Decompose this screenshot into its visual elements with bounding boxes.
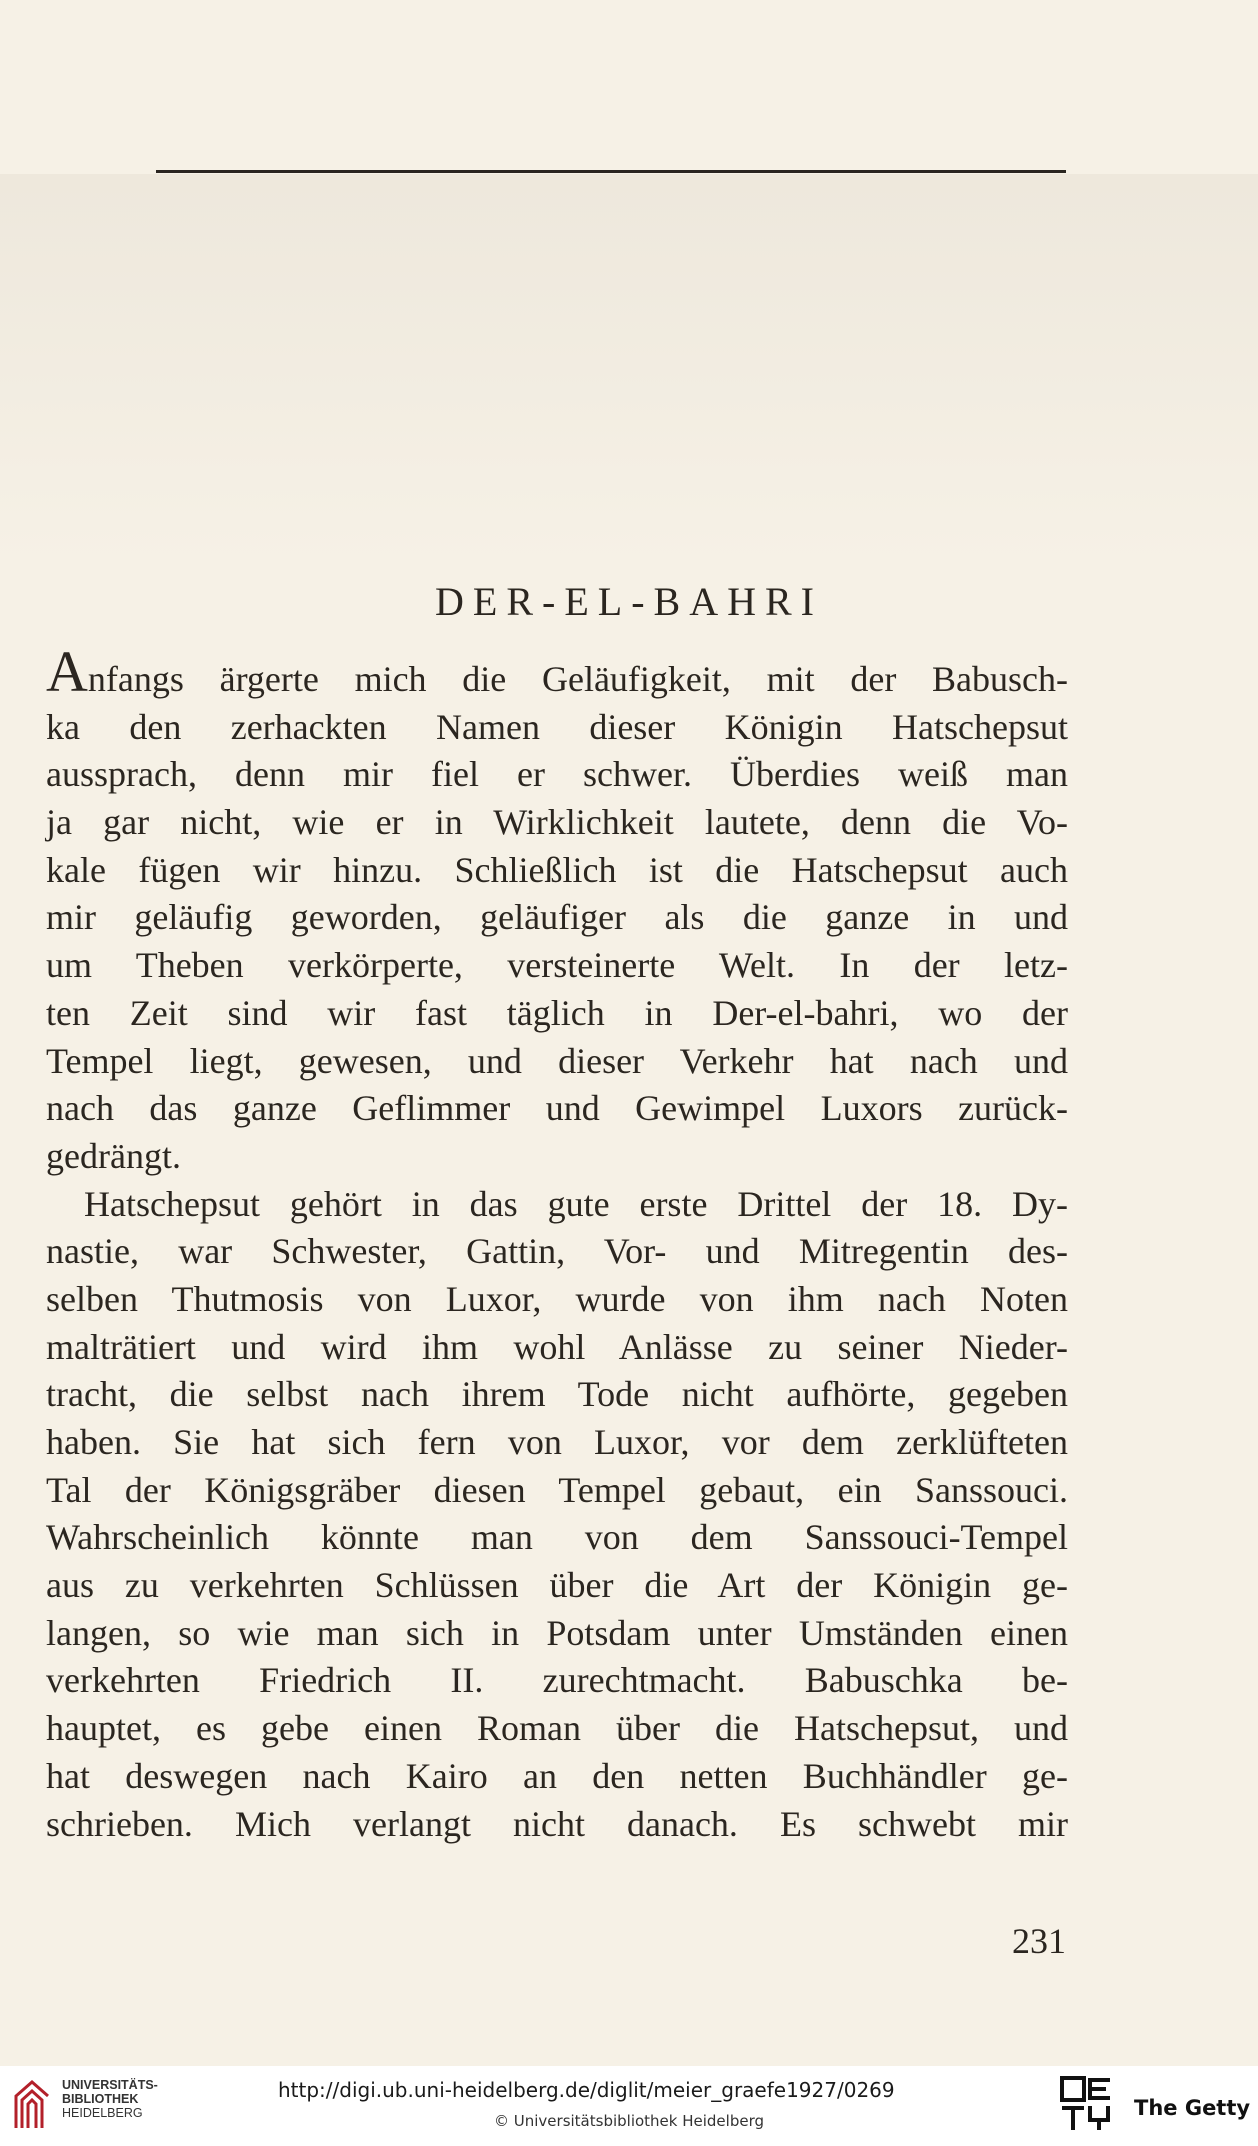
text-line: haben. Sie hat sich fern von Luxor, vor dem zerklüfteten — [46, 1422, 1068, 1462]
text-line: gedrängt. — [46, 1135, 181, 1176]
copyright-notice: © Universitätsbibliothek Heidelberg — [494, 2112, 765, 2130]
footer-bar — [0, 2066, 1258, 2146]
text-line: tracht, die selbst nach ihrem Tode nicht aufhörte, gegeben — [46, 1374, 1068, 1415]
text-line: nach das ganze Geflimmer und Gewimpel Luxors zurück- — [46, 1088, 1068, 1129]
text-line: aussprach, denn mir fiel er schwer. Überdies weiß man — [46, 754, 1068, 795]
source-url-link[interactable]: http://digi.ub.uni-heidelberg.de/diglit/meier_graefe1927/0269 — [278, 2078, 895, 2102]
university-library-logo-icon — [12, 2076, 52, 2132]
text-line: schrieben. Mich verlangt nicht danach. Es schwebt mir — [46, 1803, 1068, 1844]
page-number: 231 — [1012, 1921, 1066, 1961]
text-line: verkehrten Friedrich II. zurechtmacht. Babuschka be- — [46, 1660, 1068, 1701]
text-line: ja gar nicht, wie er in Wirklichkeit lautete, denn die Vo- — [46, 802, 1068, 843]
getty-logo-icon — [1058, 2074, 1114, 2136]
show-through-background — [0, 174, 1258, 564]
chapter-heading: DER-EL-BAHRI — [435, 579, 823, 624]
text-line: Wahrscheinlich könnte man von dem Sanssouci-Tempel — [46, 1517, 1068, 1558]
text-line: ten Zeit sind wir fast täglich in Der-el-bahri, wo der — [46, 992, 1068, 1033]
getty-name: The Getty — [1134, 2096, 1251, 2120]
text-line: kale fügen wir hinzu. Schließlich ist die Hatschepsut auch — [46, 849, 1068, 890]
text-line-1: Anfangs ärgerte mich die Geläufigkeit, mit der Babusch- — [46, 639, 1068, 704]
text-line: um Theben verkörperte, versteinerte Welt. In der letz- — [46, 945, 1068, 986]
university-library-name: UNIVERSITÄTS- BIBLIOTHEK HEIDELBERG — [62, 2078, 158, 2120]
text-line: langen, so wie man sich in Potsdam unter Umständen einen — [46, 1612, 1068, 1653]
text-line: aus zu verkehrten Schlüssen über die Art der Königin ge- — [46, 1565, 1068, 1606]
text-line: mir geläufig geworden, geläufiger als die ganze in und — [46, 897, 1068, 938]
text-line: nastie, war Schwester, Gattin, Vor- und Mitregentin des- — [46, 1231, 1068, 1272]
text-line: hat deswegen nach Kairo an den netten Buchhändler ge- — [46, 1755, 1068, 1796]
body-text — [46, 639, 1068, 1848]
text-line: ka den zerhackten Namen dieser Königin Hatschepsut — [46, 706, 1068, 747]
text-line: selben Thutmosis von Luxor, wurde von ihm nach Noten — [46, 1278, 1068, 1319]
drop-cap: A — [46, 639, 88, 704]
text-line: Tempel liegt, gewesen, und dieser Verkehr hat nach und — [46, 1040, 1068, 1081]
header-rule — [156, 170, 1066, 173]
text-line: Tal der Königsgräber diesen Tempel gebaut, ein Sanssouci. — [46, 1469, 1068, 1510]
text-line: hauptet, es gebe einen Roman über die Hatschepsut, und — [46, 1708, 1068, 1749]
text-line: malträtiert und wird ihm wohl Anlässe zu seiner Nieder- — [46, 1326, 1068, 1367]
text-line: Hatschepsut gehört in das gute erste Drittel der 18. Dy- — [84, 1183, 1068, 1224]
